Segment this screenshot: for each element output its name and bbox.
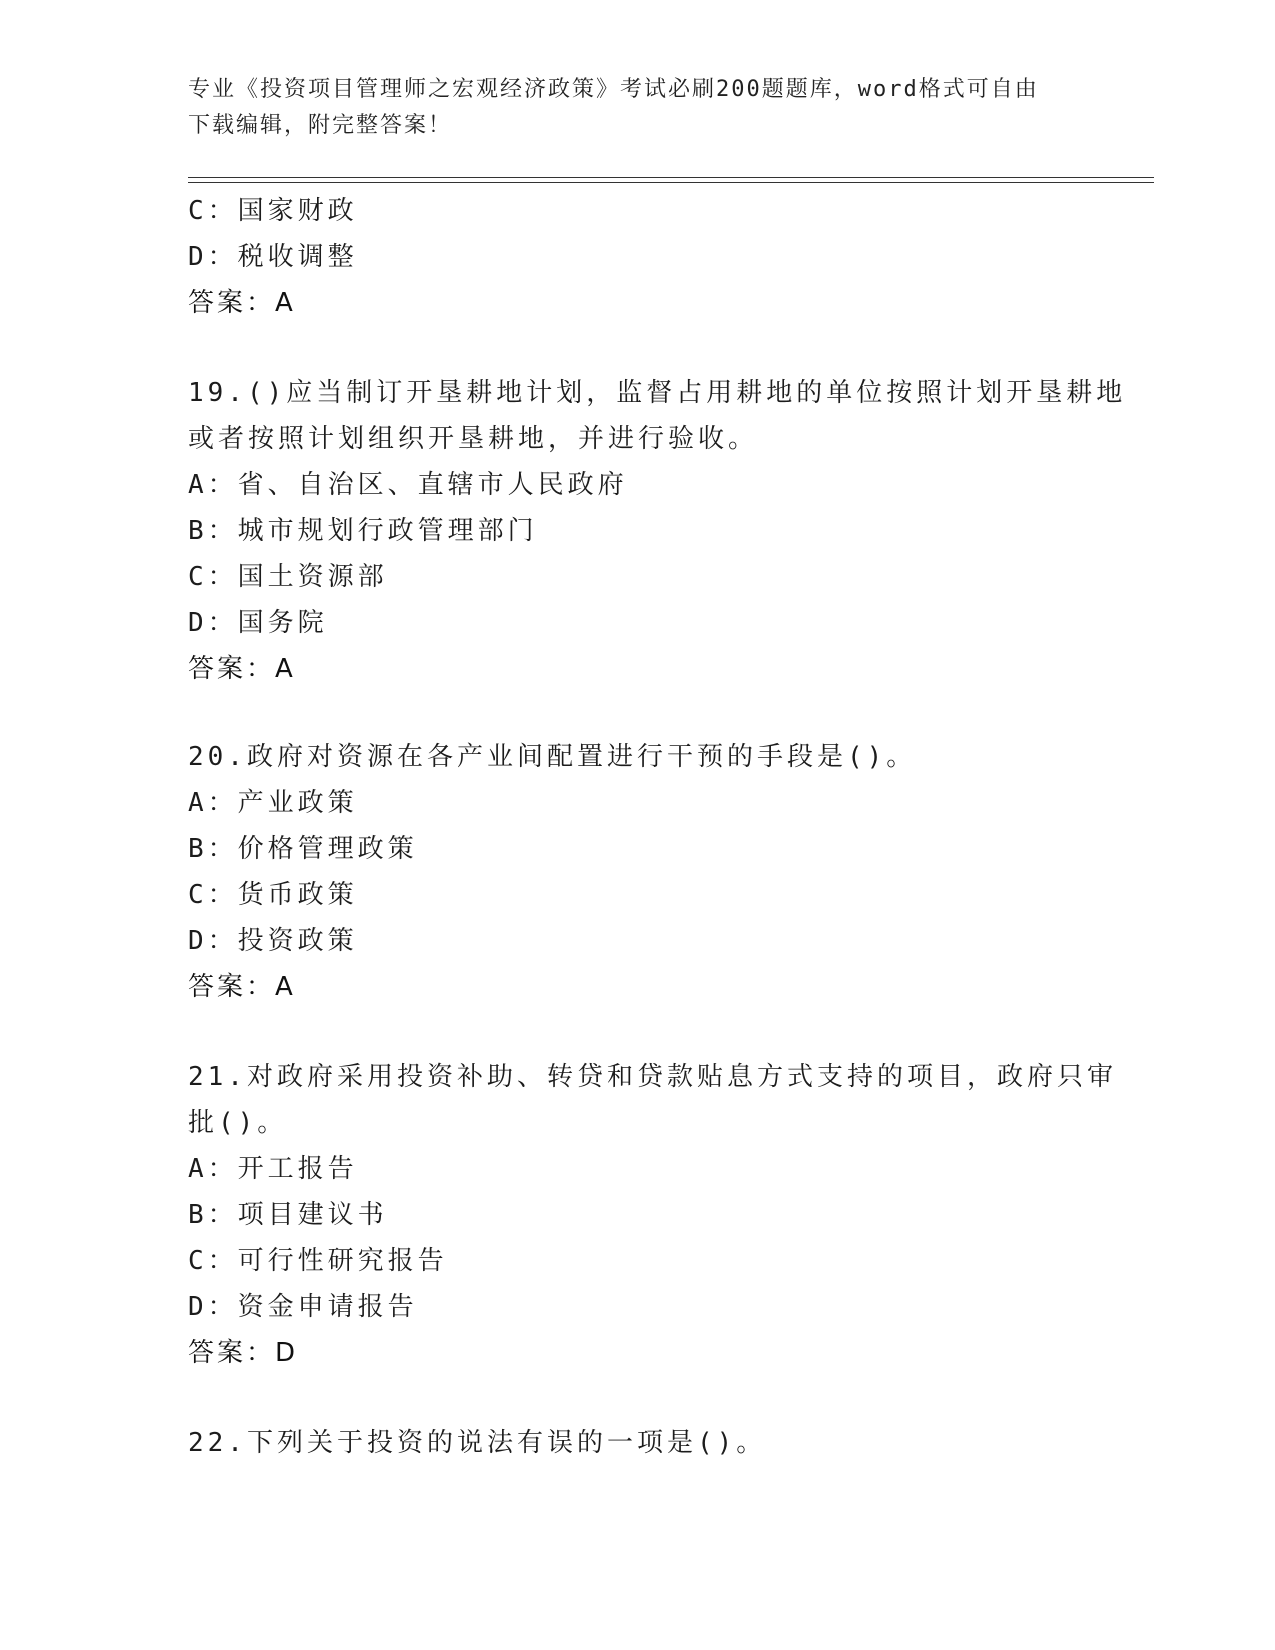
question-text: 22.下列关于投资的说法有误的一项是()。 — [188, 1428, 767, 1458]
option-d: D：资金申请报告 — [188, 1292, 418, 1322]
option-a: A：产业政策 — [188, 788, 358, 818]
header-divider-bottom — [188, 182, 1154, 183]
option-b: B：价格管理政策 — [188, 834, 418, 864]
option-c: C：货币政策 — [188, 880, 358, 910]
question-block-22 — [188, 1420, 1088, 1466]
answer-line: 答案：A — [188, 288, 296, 318]
question-text: 21.对政府采用投资补助、转贷和贷款贴息方式支持的项目，政府只审 — [188, 1062, 1117, 1092]
option-c: C：可行性研究报告 — [188, 1246, 448, 1276]
option-d: D：投资政策 — [188, 926, 358, 956]
spacer — [188, 692, 1088, 734]
option-c: C：国土资源部 — [188, 562, 388, 592]
question-block-20 — [188, 734, 1088, 1010]
header-line-2: 下载编辑，附完整答案！ — [188, 113, 453, 138]
header-line-1: 专业《投资项目管理师之宏观经济政策》考试必刷200题题库，word格式可自由 — [188, 77, 1039, 102]
question-text: 19.()应当制订开垦耕地计划，监督占用耕地的单位按照计划开垦耕地 — [188, 378, 1127, 408]
option-d: D：国务院 — [188, 608, 328, 638]
header-divider-top — [188, 177, 1154, 178]
question-text-continued: 或者按照计划组织开垦耕地，并进行验收。 — [188, 424, 759, 454]
question-text: 20.政府对资源在各产业间配置进行干预的手段是()。 — [188, 742, 917, 772]
option-c: C：国家财政 — [188, 196, 358, 226]
question-block-19 — [188, 370, 1127, 692]
question-block-18 — [188, 188, 1088, 326]
spacer — [188, 326, 1088, 370]
answer-line: 答案：D — [188, 1338, 299, 1368]
spacer — [188, 1010, 1088, 1054]
question-content — [188, 188, 1127, 1466]
spacer — [188, 1376, 1088, 1420]
answer-line: 答案：A — [188, 654, 296, 684]
option-a: A：开工报告 — [188, 1154, 358, 1184]
question-text-continued: 批()。 — [188, 1108, 288, 1138]
option-b: B：城市规划行政管理部门 — [188, 516, 538, 546]
document-header — [188, 72, 1088, 144]
option-b: B：项目建议书 — [188, 1200, 388, 1230]
option-d: D：税收调整 — [188, 242, 358, 272]
question-block-21 — [188, 1054, 1117, 1376]
answer-line: 答案：A — [188, 972, 296, 1002]
option-a: A：省、自治区、直辖市人民政府 — [188, 470, 628, 500]
